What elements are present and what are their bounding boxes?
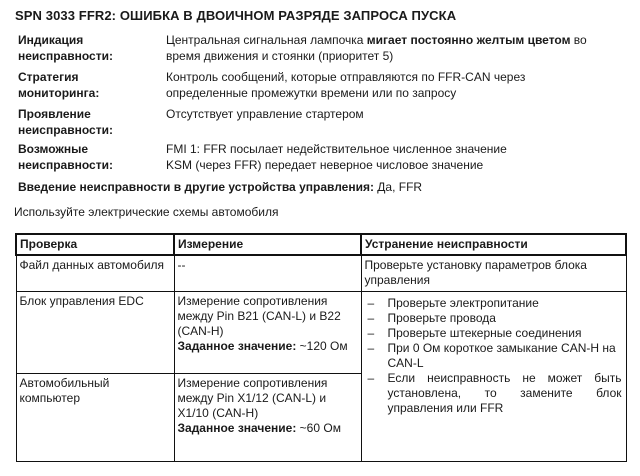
table-header-row [16,234,626,255]
cell-fix: Проверьте установку параметров блока управления [361,255,626,291]
info-label: Возможные неисправности: [18,142,113,172]
fix-list [362,292,626,418]
cell-check: Автомобильный компьютер [16,373,174,461]
cell-check: Файл данных автомобиля [16,255,174,291]
cell-fix-list [361,291,626,461]
cell-measure: Измерение сопротивления между Pin B21 (CAN-L) и B22 (CAN-H) Заданное значение: ~120 Ом [174,291,361,373]
cell-measure: Измерение сопротивления между Pin X1/12 (CAN-L) и X1/10 (CAN-H) Заданное значение: ~60 Ом [174,373,361,461]
header-check: Проверка [16,234,174,255]
info-label: Проявление неисправности: [18,107,113,137]
header-fix: Устранение неисправности [361,234,626,255]
info-value: Центральная сигнальная лампочка мигает постоянно желтым цветом во время движения и стоянки (приоритет 5) [166,33,587,63]
page-title: SPN 3033 FFR2: ОШИБКА В ДВОИЧНОМ РАЗРЯДЕ ЗАПРОСА ПУСКА [15,8,457,23]
check-table [15,233,627,462]
wiring-diagram-note: Используйте электрические схемы автомобиля [14,205,279,219]
table-row [16,291,626,373]
list-item: – Проверьте штекерные соединения [366,326,622,341]
list-item: – Проверьте провода [366,311,622,326]
cell-measure: -- [174,255,361,291]
list-item: – Проверьте электропитание [366,296,622,311]
list-item: – При 0 Ом короткое замыкание CAN-H на CAN-L [366,341,622,371]
table-row [16,255,626,291]
info-value: Отсутствует управление стартером [166,107,364,121]
info-value: Контроль сообщений, которые отправляются по FFR-CAN через определенные промежутки времени или по запросу [166,70,526,100]
fault-introduction-line: Введение неисправности в другие устройства управления: Да, FFR [18,180,423,194]
info-label: Индикация неисправности: [18,33,113,63]
list-item: – Если неисправность не может быть установлена, то замените блок управления или FFR [366,371,622,416]
info-value: FMI 1: FFR посылает недействительное численное значение KSM (через FFR) передает неверное числовое значение [166,142,507,172]
cell-check: Блок управления EDC [16,291,174,373]
header-measure: Измерение [174,234,361,255]
info-label: Стратегия мониторинга: [18,70,100,100]
